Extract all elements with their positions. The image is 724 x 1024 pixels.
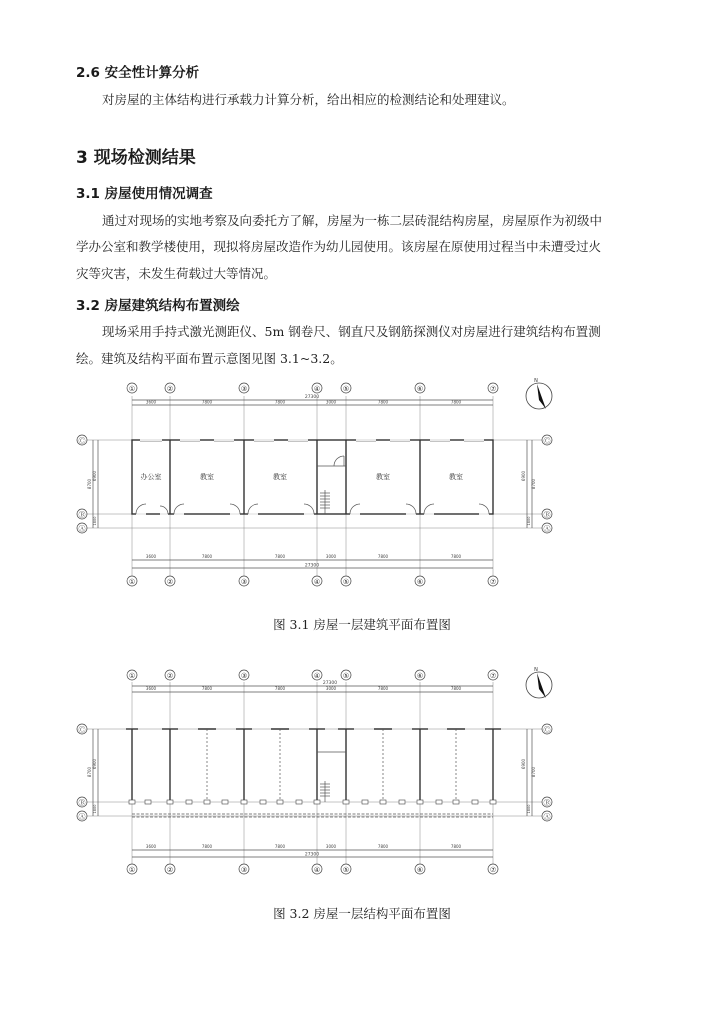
paragraph-3-1-line-2: 学办公室和教学楼使用，现拟将房屋改造作为幼儿园使用。该房屋在原使用过程当中未遭受过火 bbox=[76, 239, 602, 254]
room-label: 教室 bbox=[200, 473, 214, 481]
axis-label: ③ bbox=[240, 578, 248, 586]
row-bubbles-right bbox=[542, 435, 552, 533]
paragraph-2-6-line-1: 对房屋的主体结构进行承载力计算分析，给出相应的检测结论和处理建议。 bbox=[102, 92, 515, 107]
row-label: Ⓑ bbox=[543, 511, 551, 519]
row-label: Ⓒ bbox=[543, 726, 551, 734]
row-label: Ⓐ bbox=[543, 525, 551, 533]
top-dimension-lines bbox=[132, 400, 493, 405]
axis-label: ② bbox=[166, 866, 174, 874]
heading-2-6: 2.6 安全性计算分析 bbox=[76, 65, 200, 81]
row-label: Ⓐ bbox=[78, 525, 86, 533]
top-dimension-lines bbox=[132, 686, 493, 692]
axis-label: ⑦ bbox=[489, 385, 497, 393]
axis-label: ⑤ bbox=[342, 866, 350, 874]
row-label: Ⓑ bbox=[78, 799, 86, 807]
room-label: 教室 bbox=[376, 473, 390, 481]
axis-label: ① bbox=[128, 385, 136, 393]
row-label: Ⓑ bbox=[543, 799, 551, 807]
paragraph-3-1-line-1: 通过对现场的实地考察及向委托方了解，房屋为一栋二层砖混结构房屋，房屋原作为初级中 bbox=[102, 213, 603, 228]
bay-dim: 7800 bbox=[274, 686, 286, 691]
axis-label: ⑦ bbox=[489, 578, 497, 586]
depth-dim: 6900 bbox=[92, 470, 97, 482]
bay-dim: 3600 bbox=[145, 399, 157, 405]
paragraph-3-1-line-3: 灾等灾害，未发生荷载过大等情况。 bbox=[76, 266, 277, 281]
axis-label: ④ bbox=[313, 866, 321, 874]
axis-label: ③ bbox=[240, 866, 248, 874]
bottom-dimension-lines bbox=[132, 844, 493, 858]
bay-dim: 7800 bbox=[377, 399, 389, 405]
paragraph-3-2-line-1: 现场采用手持式激光测距仪、5m 钢卷尺、钢直尺及钢筋探测仪对房屋进行建筑结构布置测 bbox=[102, 324, 601, 339]
bay-dim: 7800 bbox=[201, 554, 213, 559]
bay-dim: 7800 bbox=[274, 844, 286, 849]
room-label: 教室 bbox=[273, 473, 287, 481]
axis-label: ⑥ bbox=[416, 672, 424, 680]
depth-dim: 6900 bbox=[521, 758, 526, 770]
row-bubbles-right bbox=[542, 724, 552, 821]
axis-bubbles-bottom bbox=[127, 864, 498, 874]
row-label: Ⓒ bbox=[78, 726, 86, 734]
bay-dim: 3600 bbox=[145, 554, 157, 559]
bay-dim: 7800 bbox=[274, 554, 286, 559]
bay-dim: 3000 bbox=[325, 554, 337, 559]
bay-dim: 3000 bbox=[325, 686, 337, 691]
axis-label: ② bbox=[166, 672, 174, 680]
bay-dim: 3000 bbox=[325, 844, 337, 849]
bottom-dimension-lines bbox=[132, 554, 493, 569]
bay-dim: 7800 bbox=[274, 399, 286, 405]
figure-3-1-floor-plan bbox=[0, 378, 724, 610]
structural-members bbox=[126, 729, 501, 802]
axis-grid-lines bbox=[132, 682, 493, 864]
bay-dim: 7800 bbox=[377, 554, 389, 559]
depth-dim: 1800 bbox=[527, 516, 531, 526]
row-label: Ⓒ bbox=[543, 437, 551, 445]
depth-dim: 8700 bbox=[531, 478, 536, 490]
axis-label: ④ bbox=[313, 385, 321, 393]
depth-dim: 8700 bbox=[87, 766, 92, 778]
axis-label: ① bbox=[128, 578, 136, 586]
axis-bubbles-top bbox=[127, 383, 498, 393]
row-axis-lines bbox=[86, 440, 546, 528]
axis-label: ⑦ bbox=[489, 866, 497, 874]
doors-bottom bbox=[136, 504, 489, 514]
bay-dim: 7800 bbox=[201, 844, 213, 849]
axis-label: ② bbox=[166, 578, 174, 586]
stair bbox=[320, 490, 330, 514]
north-label: N bbox=[534, 667, 538, 673]
bay-dim: 7800 bbox=[201, 399, 213, 405]
axis-label: ⑤ bbox=[342, 672, 350, 680]
bay-dim: 7800 bbox=[201, 686, 213, 691]
depth-dim: 6900 bbox=[521, 470, 526, 482]
bay-dims-top bbox=[146, 686, 462, 691]
side-dimensions bbox=[87, 729, 536, 816]
depth-dim: 1800 bbox=[93, 516, 97, 526]
bay-dim: 7800 bbox=[450, 844, 462, 849]
axis-label: ⑥ bbox=[416, 385, 424, 393]
north-arrow-icon bbox=[526, 378, 552, 409]
bay-dim: 7800 bbox=[377, 686, 389, 691]
bay-dim: 7800 bbox=[450, 399, 462, 405]
bay-dim: 7800 bbox=[450, 686, 462, 691]
axis-label: ④ bbox=[313, 672, 321, 680]
axis-label: ① bbox=[128, 866, 136, 874]
depth-dim: 1800 bbox=[93, 804, 97, 814]
axis-label: ⑤ bbox=[342, 578, 350, 586]
heading-3: 3 现场检测结果 bbox=[76, 148, 196, 168]
room-label: 办公室 bbox=[140, 473, 162, 481]
heading-3-2: 3.2 房屋建筑结构布置测绘 bbox=[76, 298, 240, 314]
axis-label: ⑦ bbox=[489, 672, 497, 680]
overall-dim-bottom: 27300 bbox=[304, 563, 320, 569]
overall-dim-top: 27300 bbox=[304, 395, 320, 400]
north-arrow-icon bbox=[526, 667, 552, 698]
row-label: Ⓐ bbox=[78, 813, 86, 821]
bay-dim: 7800 bbox=[450, 554, 462, 559]
stair bbox=[320, 781, 330, 802]
row-bubbles-left bbox=[77, 724, 87, 821]
axis-grid-lines bbox=[132, 396, 493, 578]
depth-dim: 1800 bbox=[527, 804, 531, 814]
row-bubbles-left bbox=[77, 435, 87, 533]
room-labels bbox=[141, 472, 464, 481]
figure-3-1-caption: 图 3.1 房屋一层建筑平面布置图 bbox=[273, 617, 451, 632]
bay-dim: 3600 bbox=[145, 686, 157, 691]
walls bbox=[132, 440, 493, 514]
row-label: Ⓐ bbox=[543, 813, 551, 821]
depth-dim: 8700 bbox=[87, 478, 92, 490]
overall-dim-top: 27300 bbox=[322, 681, 338, 686]
north-label: N bbox=[534, 378, 538, 384]
axis-label: ② bbox=[166, 385, 174, 393]
axis-label: ③ bbox=[240, 385, 248, 393]
bay-dim: 3000 bbox=[325, 399, 337, 405]
figure-3-2-caption: 图 3.2 房屋一层结构平面布置图 bbox=[273, 906, 451, 921]
bay-dim: 7800 bbox=[377, 844, 389, 849]
depth-dim: 8700 bbox=[531, 766, 536, 778]
axis-label: ① bbox=[128, 672, 136, 680]
axis-label: ⑥ bbox=[416, 578, 424, 586]
axis-label: ④ bbox=[313, 578, 321, 586]
heading-3-1: 3.1 房屋使用情况调查 bbox=[76, 186, 213, 202]
axis-bubbles-top bbox=[127, 670, 498, 680]
bay-dim: 3600 bbox=[145, 844, 157, 849]
axis-bubbles-bottom bbox=[127, 576, 498, 586]
overall-dim-bottom: 27300 bbox=[304, 852, 320, 858]
row-label: Ⓒ bbox=[78, 437, 86, 445]
axis-label: ③ bbox=[240, 672, 248, 680]
room-label: 教室 bbox=[449, 473, 463, 481]
figure-3-2-structure-plan bbox=[0, 664, 724, 888]
axis-label: ⑤ bbox=[342, 385, 350, 393]
axis-label: ⑥ bbox=[416, 866, 424, 874]
paragraph-3-2-line-2: 绘。建筑及结构平面布置示意图见图 3.1~3.2。 bbox=[76, 351, 343, 366]
row-label: Ⓑ bbox=[78, 511, 86, 519]
row-a-beam bbox=[132, 814, 493, 817]
depth-dim: 6900 bbox=[92, 758, 97, 770]
